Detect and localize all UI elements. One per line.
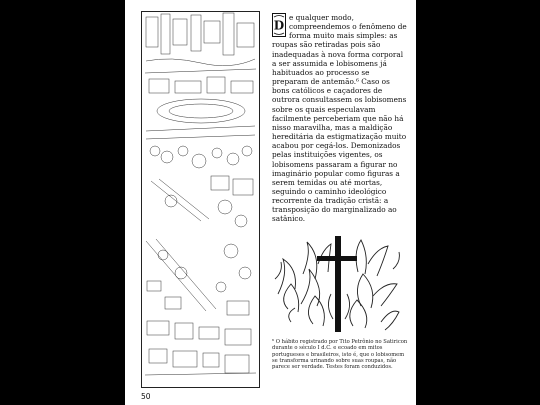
footnote: ⁶ O hábito registrado por Tito Petrônio no Satiricon durante o século I d.C. e ecoado em mitos portugueses e brasileiros, isto é, que o lobisomem se transforma urinando sobre suas roupas, não parece ser verdade. Testes foram conduzidos. [272, 339, 408, 371]
body-text: e qualquer modo, compreendemos o fenômeno de forma muito mais simples: as roupas são retiradas pois são inadequadas à nova forma corporal a ser assumida e lobisomens já habituados ao processo se preparam de antemão.⁶ Caso os bons católicos e caçadores de outrora consultassem os lobisomens sobre os quais especulavam facilmente perceberiam que não há nisso maravilha, mas a maldição hereditária da estigmatização muito acabou por cegá-los. Demonizados pelas instituições vigentes, os lobisomens passaram a figurar no imaginário popular como figuras a serem temidas ou até mortas, seguindo o caminho ideológico recorrente da tradição cristã: a transposição do marginalizado ao satânico. [272, 13, 407, 224]
book-page [125, 0, 416, 405]
body-paragraph [272, 13, 408, 224]
aerial-city-illustration [141, 11, 260, 388]
drop-cap-letter: D [273, 18, 285, 33]
cross-in-flames-icon [273, 234, 403, 334]
page-number: 50 [141, 392, 151, 401]
